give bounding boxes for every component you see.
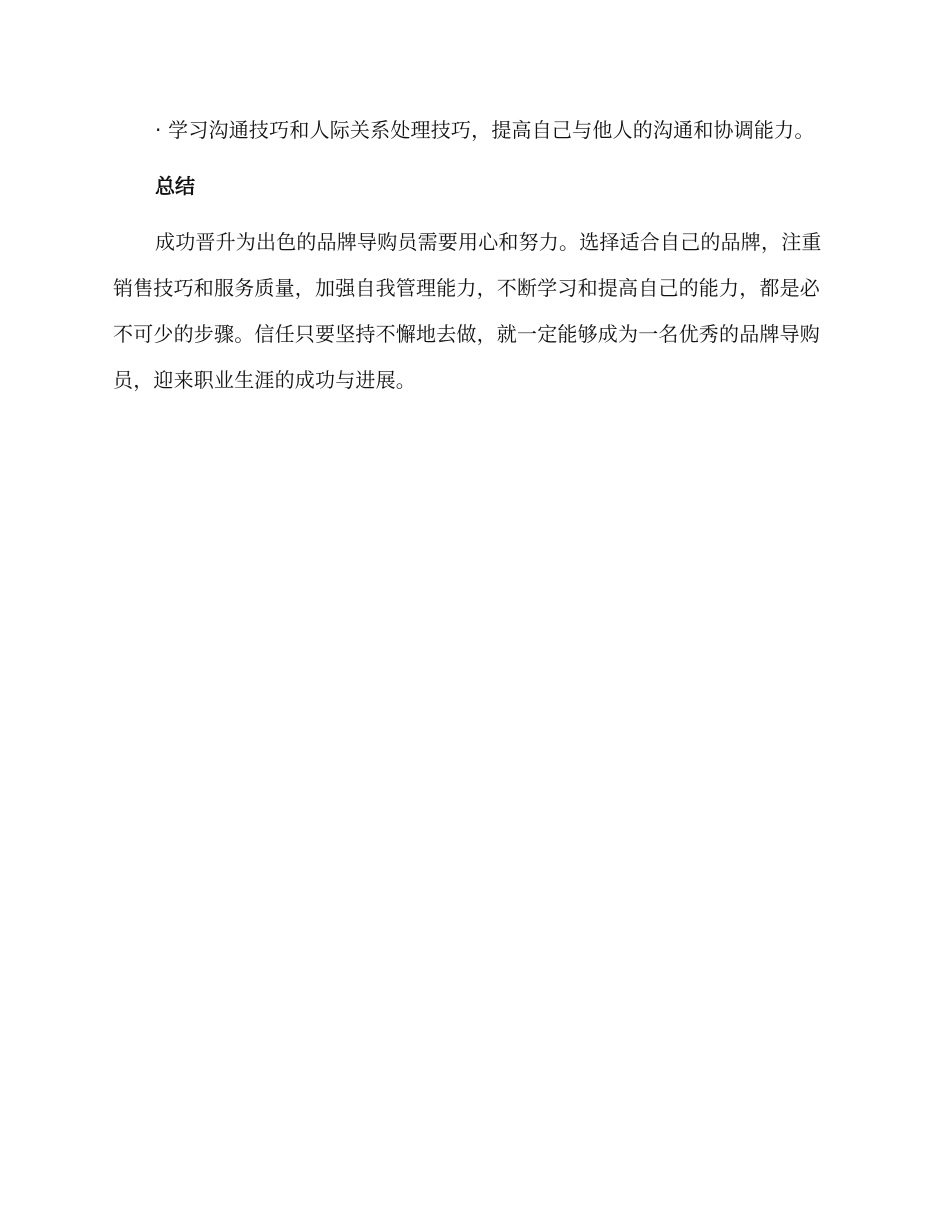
summary-paragraph: 成功晋升为出色的品牌导购员需要用心和努力。选择适合自己的品牌，注重销售技巧和服务质量，加强自我管理能力，不断学习和提高自己的能力，都是必不可少的步骤。信任只要坚持不懈地去做，就一定能够成为一名优秀的品牌导购员，迎来职业生涯的成功与进展。 — [113, 230, 822, 392]
summary-heading: 总结 — [155, 174, 195, 198]
bullet-paragraph-communication-skills: · 学习沟通技巧和人际关系处理技巧，提高自己与他人的沟通和协调能力。 — [155, 118, 815, 142]
document-content — [113, 107, 833, 403]
